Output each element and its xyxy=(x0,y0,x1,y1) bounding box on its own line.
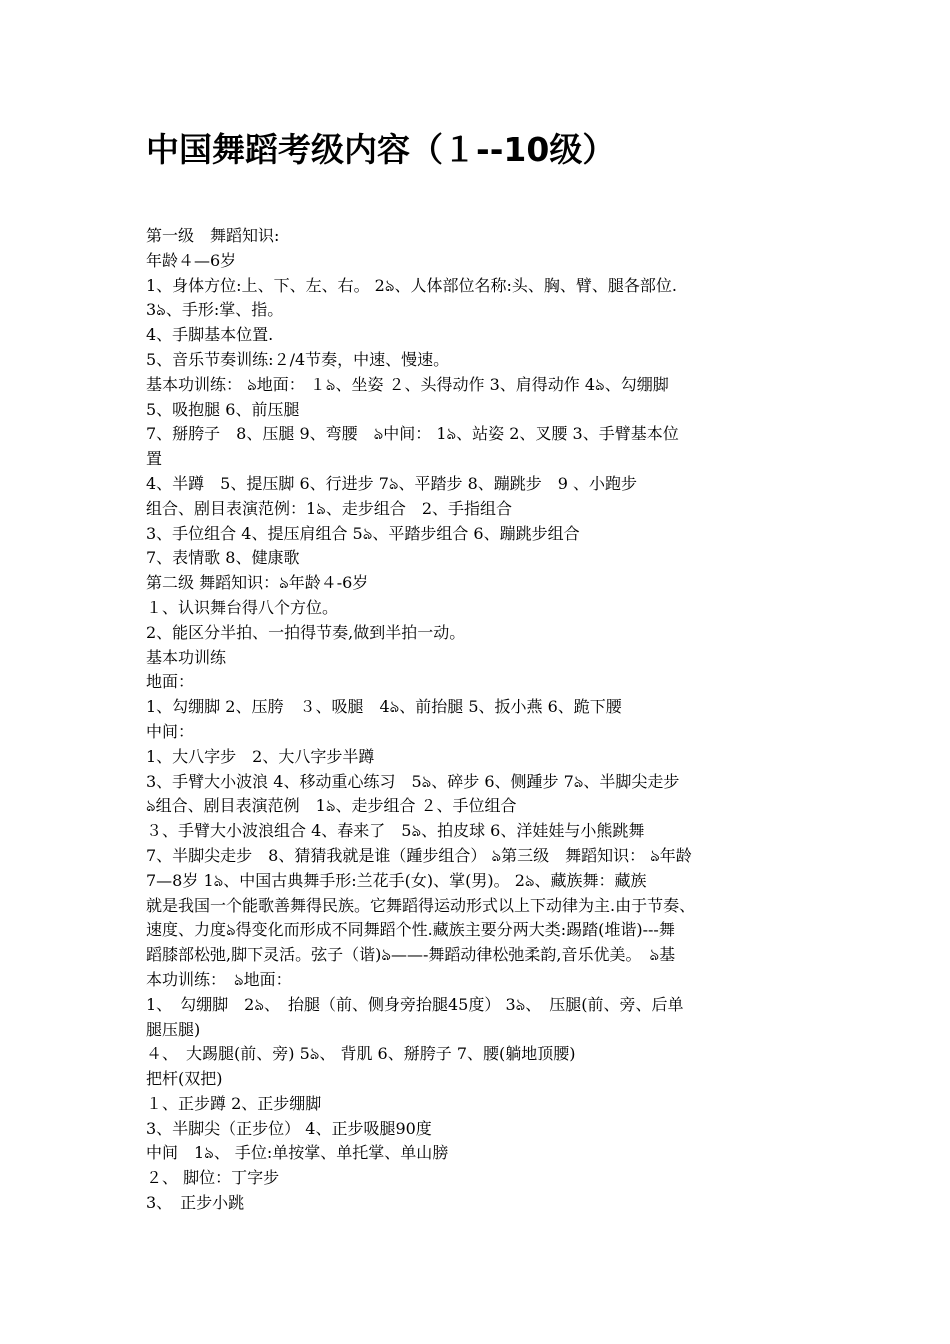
document-line: 地面： xyxy=(146,672,195,692)
document-line: 置 xyxy=(146,449,163,469)
document-line: 7—8岁 1ঌ、中国古典舞手形:兰花手(女)、掌(男)。 2ঌ、藏族舞：藏族 xyxy=(146,870,647,890)
document-line: ঌ组合、剧目表演范例 1ঌ、走步组合 ２、手位组合 xyxy=(146,796,517,816)
document-line: 3ঌ、手形:掌、指。 xyxy=(146,300,284,320)
document-line: ２、 脚位：丁字步 xyxy=(146,1168,280,1188)
document-line: 速度、力度ঌ得变化而形成不同舞蹈个性.藏族主要分两大类:踢踏(堆谐)---舞 xyxy=(146,920,675,940)
document-line: 就是我国一个能歌善舞得民族。它舞蹈得运动形式以上下动律为主.由于节奏、 xyxy=(146,895,696,915)
document-line: 第二级 舞蹈知识：ঌ年龄４-6岁 xyxy=(146,573,369,593)
document-line: 把杆(双把) xyxy=(146,1069,223,1089)
document-line: 4、手脚基本位置. xyxy=(146,325,274,345)
document-line: 腿压腿) xyxy=(146,1019,201,1039)
document-title: 中国舞蹈考级内容（１--10级） xyxy=(146,130,616,169)
document-line: 组合、剧目表演范例：1ঌ、走步组合 2、手指组合 xyxy=(146,498,512,518)
document-line: ３、手臂大小波浪组合 4、春来了 5ঌ、拍皮球 6、洋娃娃与小熊跳舞 xyxy=(146,821,645,841)
document-line: 5、吸抱腿 6、前压腿 xyxy=(146,399,300,419)
document-line: １、认识舞台得八个方位。 xyxy=(146,597,339,617)
document-line: 4、半蹲 5、提压脚 6、行进步 7ঌ、平踏步 8、蹦跳步 9 、小跑步 xyxy=(146,473,638,493)
document-line: 第一级 舞蹈知识: xyxy=(146,226,280,245)
document-line: 3、手位组合 4、提压肩组合 5ঌ、平踏步组合 6、蹦跳步组合 xyxy=(146,523,580,543)
document-line: 1、勾绷脚 2、压胯 ３、吸腿 4ঌ、前抬腿 5、扳小燕 6、跪下腰 xyxy=(146,697,622,717)
document-line: 1、身体方位:上、下、左、右。 2ঌ、人体部位名称:头、胸、臂、腿各部位. xyxy=(146,275,677,295)
document-line: １、正步蹲 2、正步绷脚 xyxy=(146,1093,322,1113)
document-line: 7、掰胯子 8、压腿 9、弯腰 ঌ中间： 1ঌ、站姿 2、叉腰 3、手臂基本位 xyxy=(146,424,679,444)
document-line: 中间： xyxy=(146,721,195,741)
document-line: 3、 正步小跳 xyxy=(146,1193,245,1213)
document-line: 本功训练： ঌ地面： xyxy=(146,969,292,989)
document-line: 蹈膝部松弛,脚下灵活。弦子（谐)ঌ——-舞蹈动律松弛柔韵,音乐优美。 ঌ基 xyxy=(146,945,676,965)
document-line: 基本功训练 xyxy=(146,647,227,667)
document-line: ４、 大踢腿(前、旁) 5ঌ、 背肌 6、掰胯子 7、腰(躺地顶腰) xyxy=(146,1044,576,1064)
document-line: 2、能区分半拍、一拍得节奏,做到半拍一动。 xyxy=(146,622,466,642)
document-line: 7、半脚尖走步 8、猜猜我就是谁（踵步组合） ঌ第三级 舞蹈知识： ঌ年龄 xyxy=(146,845,692,865)
document-line: 3、手臂大小波浪 4、移动重心练习 5ঌ、碎步 6、侧踵步 7ঌ、半脚尖走步 xyxy=(146,771,680,791)
document-body xyxy=(146,224,810,1216)
document-line: 年龄４—6岁 xyxy=(146,250,237,270)
document-line: 3、半脚尖（正步位） 4、正步吸腿90度 xyxy=(146,1118,432,1138)
document-line: 1、大八字步 2、大八字步半蹲 xyxy=(146,746,375,766)
document-line: 中间 1ঌ、 手位:单按掌、单托掌、单山膀 xyxy=(146,1143,449,1163)
document-line: 1、 勾绷脚 2ঌ、 抬腿（前、侧身旁抬腿45度） 3ঌ、 压腿(前、旁、后单 xyxy=(146,994,684,1014)
document-line: 7、表情歌 8、健康歌 xyxy=(146,548,300,568)
document-line: 5、音乐节奏训练:２/4节奏，中速、慢速。 xyxy=(146,349,450,369)
document-line: 基本功训练： ঌ地面： １ঌ、坐姿 ２、头得动作 3、肩得动作 4ঌ、勾绷脚 xyxy=(146,374,669,394)
